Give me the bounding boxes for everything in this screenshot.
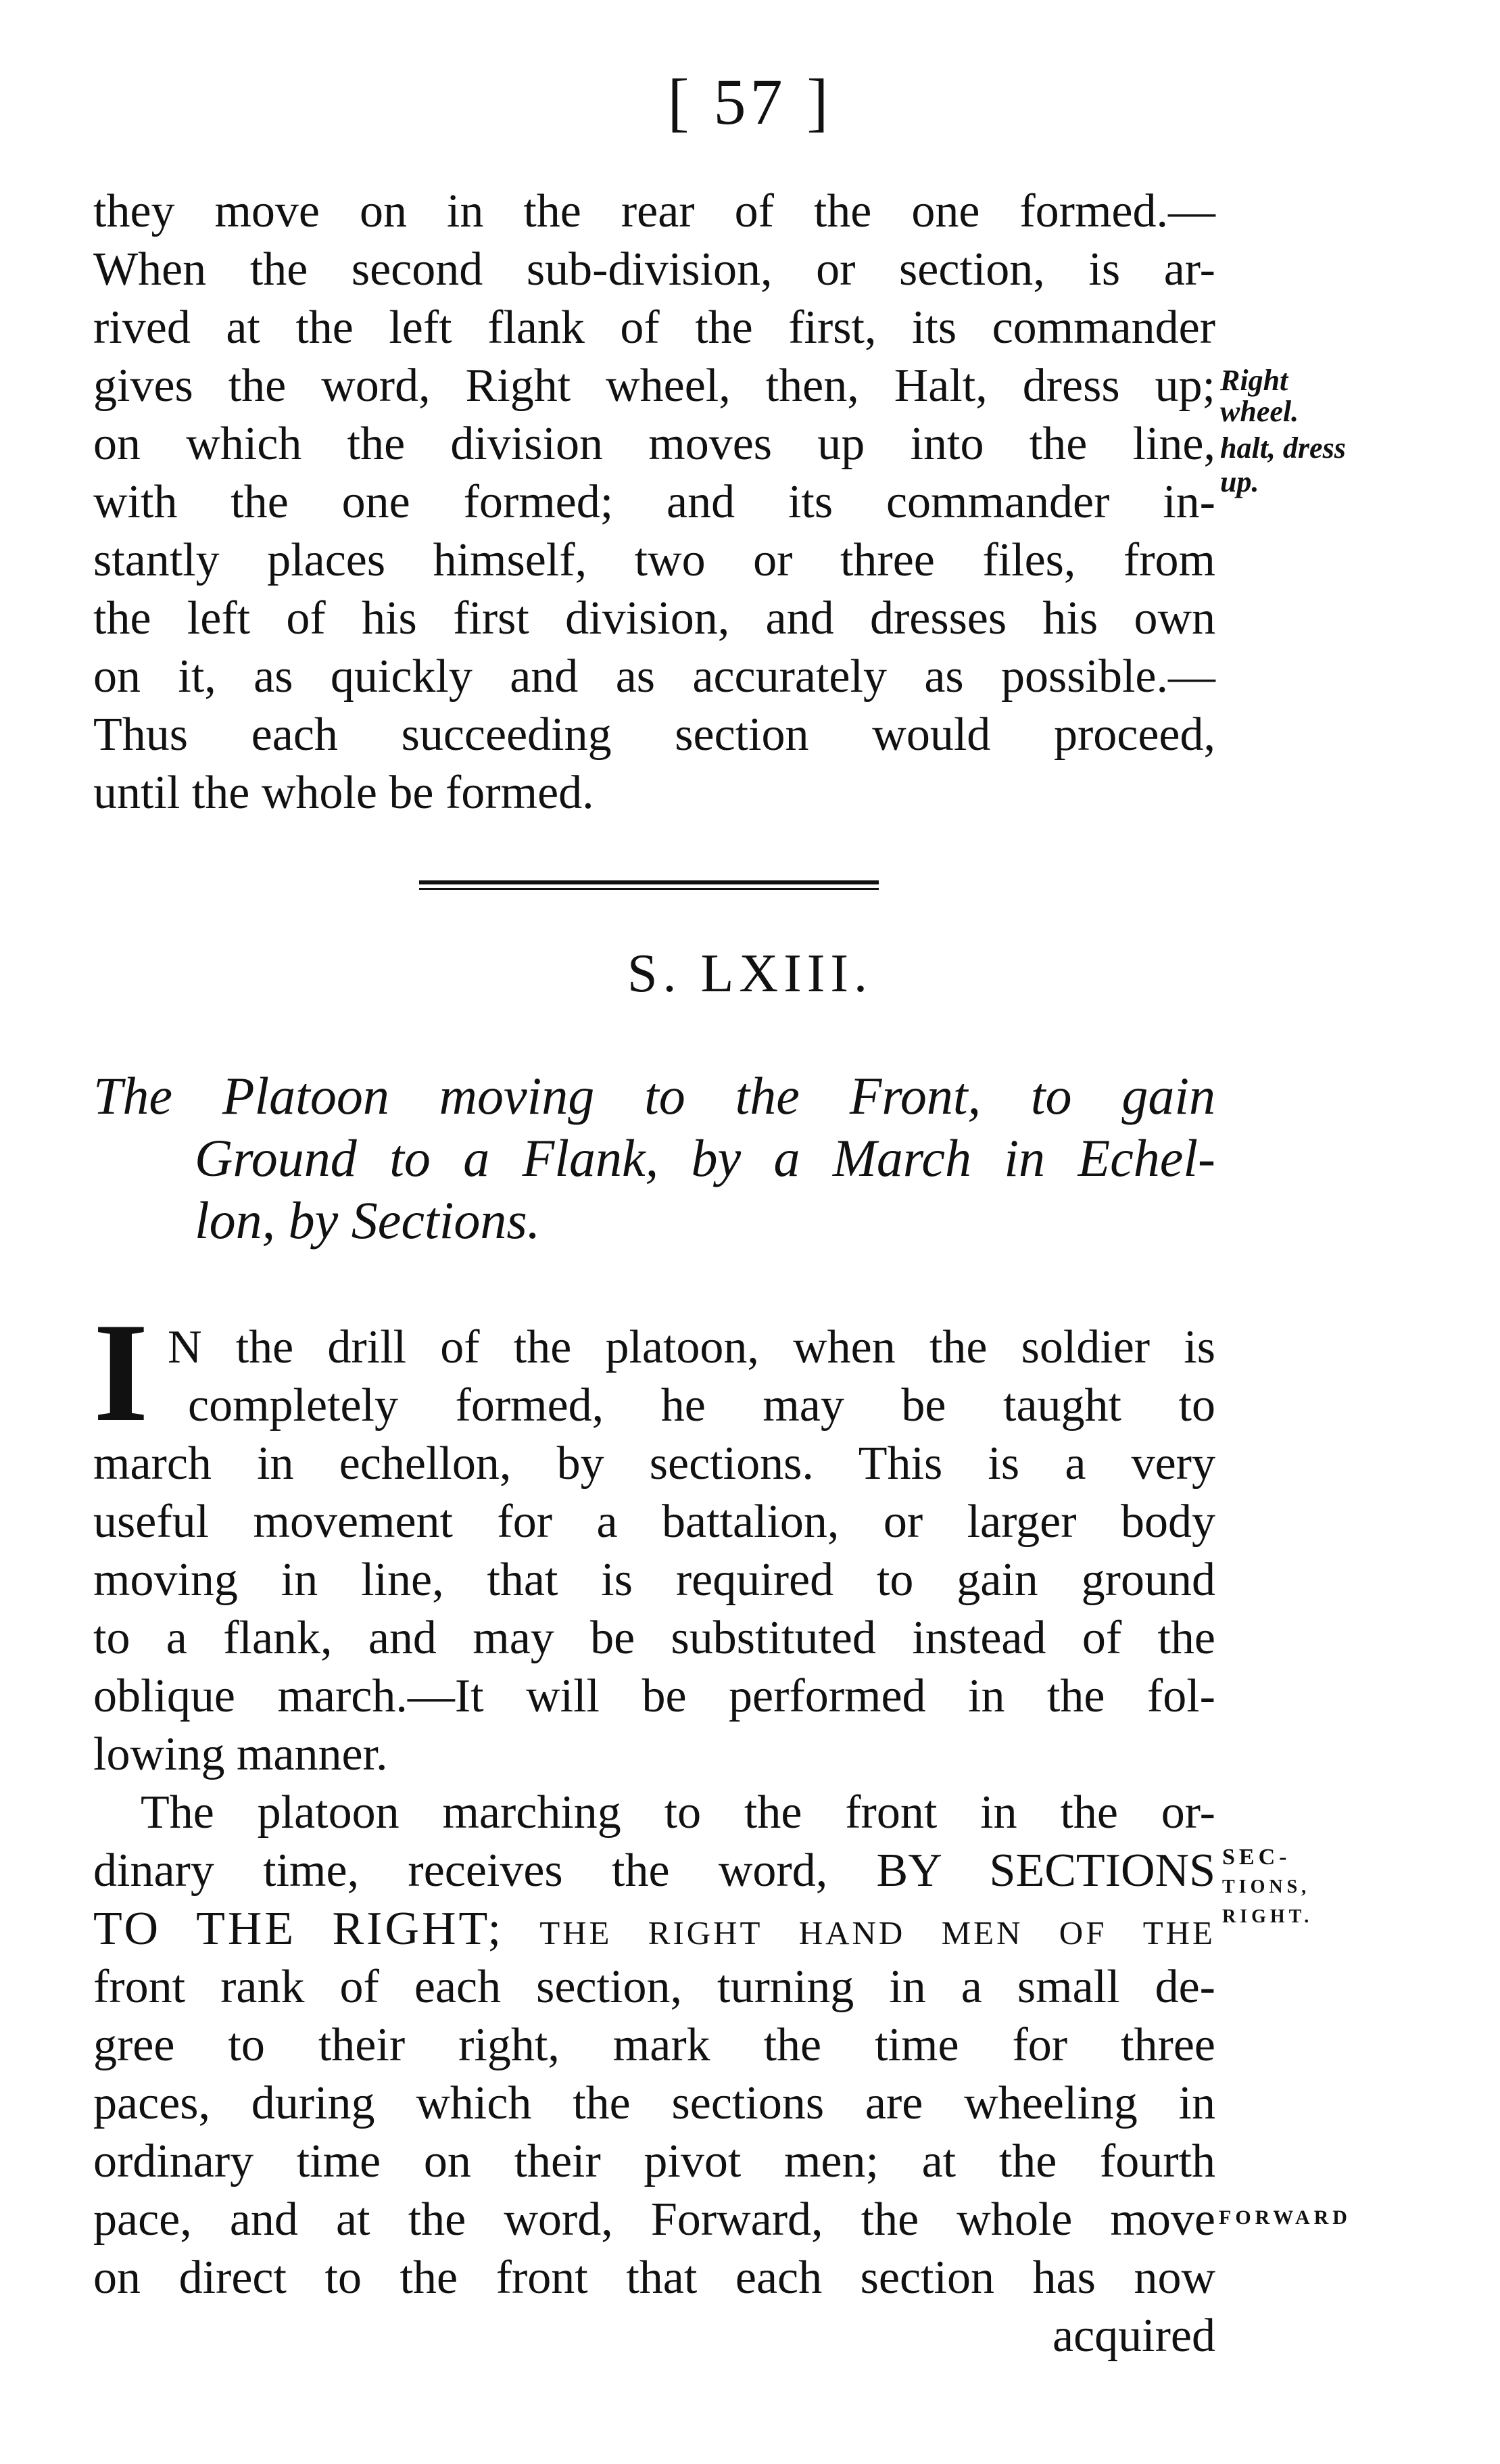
text-line: lowing manner. — [93, 1728, 388, 1780]
text-line: on direct to the front that each section has now — [93, 2252, 1215, 2304]
section-heading: S. LXIII. — [627, 944, 873, 1003]
text-line: dinary time, receives the word, BY SECTIONS — [93, 1845, 1215, 1897]
margin-note-line: Right — [1220, 364, 1288, 397]
section-rule — [419, 880, 879, 890]
subtitle-line: Ground to a Flank, by a March in Echel- — [195, 1129, 1215, 1187]
margin-note-halt: halt, dress — [1220, 431, 1346, 465]
margin-note-line: SEC- — [1222, 1845, 1291, 1870]
section-subtitle — [93, 1065, 1215, 1252]
text-line: on which the division moves up into the line, — [93, 418, 1215, 470]
text-line: until the whole be formed. — [93, 767, 594, 819]
text-line: TO THE RIGHT; the right hand men of the — [93, 1903, 1215, 1955]
paragraph-two — [93, 1784, 1215, 2365]
margin-note-line: RIGHT. — [1222, 1906, 1313, 1927]
text-line: the left of his first division, and dresses his own — [93, 592, 1215, 644]
text-line: stantly places himself, two or three files, from — [93, 534, 1215, 586]
text-line: paces, during which the sections are wheeling in — [93, 2077, 1215, 2129]
text-line: they move on in the rear of the one formed.— — [93, 185, 1215, 237]
margin-note-forward: FORWARD — [1219, 2206, 1351, 2229]
text-line: front rank of each section, turning in a small de- — [93, 1961, 1215, 2013]
text-line: oblique march.—It will be performed in the fol- — [93, 1670, 1215, 1722]
text-line: gree to their right, mark the time for three — [93, 2019, 1215, 2071]
text-line: The platoon marching to the front in the or- — [141, 1786, 1215, 1839]
text-line: When the second sub-division, or section, is ar- — [93, 243, 1215, 295]
text-line: with the one formed; and its commander in- — [93, 476, 1215, 528]
margin-note-line: wheel. — [1220, 395, 1299, 428]
text-line: rived at the left flank of the first, its commander — [93, 302, 1215, 354]
drop-cap: I — [93, 1294, 149, 1451]
text-line: Thus each succeeding section would proceed, — [93, 709, 1215, 761]
margin-note-sections-right — [1222, 1843, 1313, 1932]
text-line: completely formed, he may be taught to — [188, 1379, 1215, 1431]
text-line: on it, as quickly and as accurately as possible.— — [93, 650, 1215, 703]
catchword: acquired — [1053, 2310, 1215, 2362]
subtitle-line: The Platoon moving to the Front, to gain — [93, 1066, 1215, 1125]
text-line: ordinary time on their pivot men; at the fourth — [93, 2135, 1215, 2187]
text-line: useful movement for a battalion, or larger body — [93, 1496, 1215, 1548]
top-paragraph — [93, 183, 1215, 822]
text-line: to a flank, and may be substituted instead of the — [93, 1612, 1215, 1664]
text-line: moving in line, that is required to gain ground — [93, 1554, 1215, 1606]
text-line: march in echellon, by sections. This is a very — [93, 1438, 1215, 1490]
text-line: pace, and at the word, Forward, the whole move — [93, 2194, 1215, 2246]
margin-note-line: TIONS, — [1222, 1876, 1311, 1897]
margin-note-right-wheel — [1220, 365, 1299, 427]
page-number: [ 57 ] — [667, 66, 833, 138]
paragraph-one — [93, 1319, 1215, 1784]
subtitle-line: lon, by Sections. — [195, 1191, 541, 1250]
text-line: gives the word, Right wheel, then, Halt, dress up; — [93, 360, 1215, 412]
text-line: N the drill of the platoon, when the soldier is — [168, 1321, 1215, 1373]
margin-note-up: up. — [1220, 465, 1259, 498]
